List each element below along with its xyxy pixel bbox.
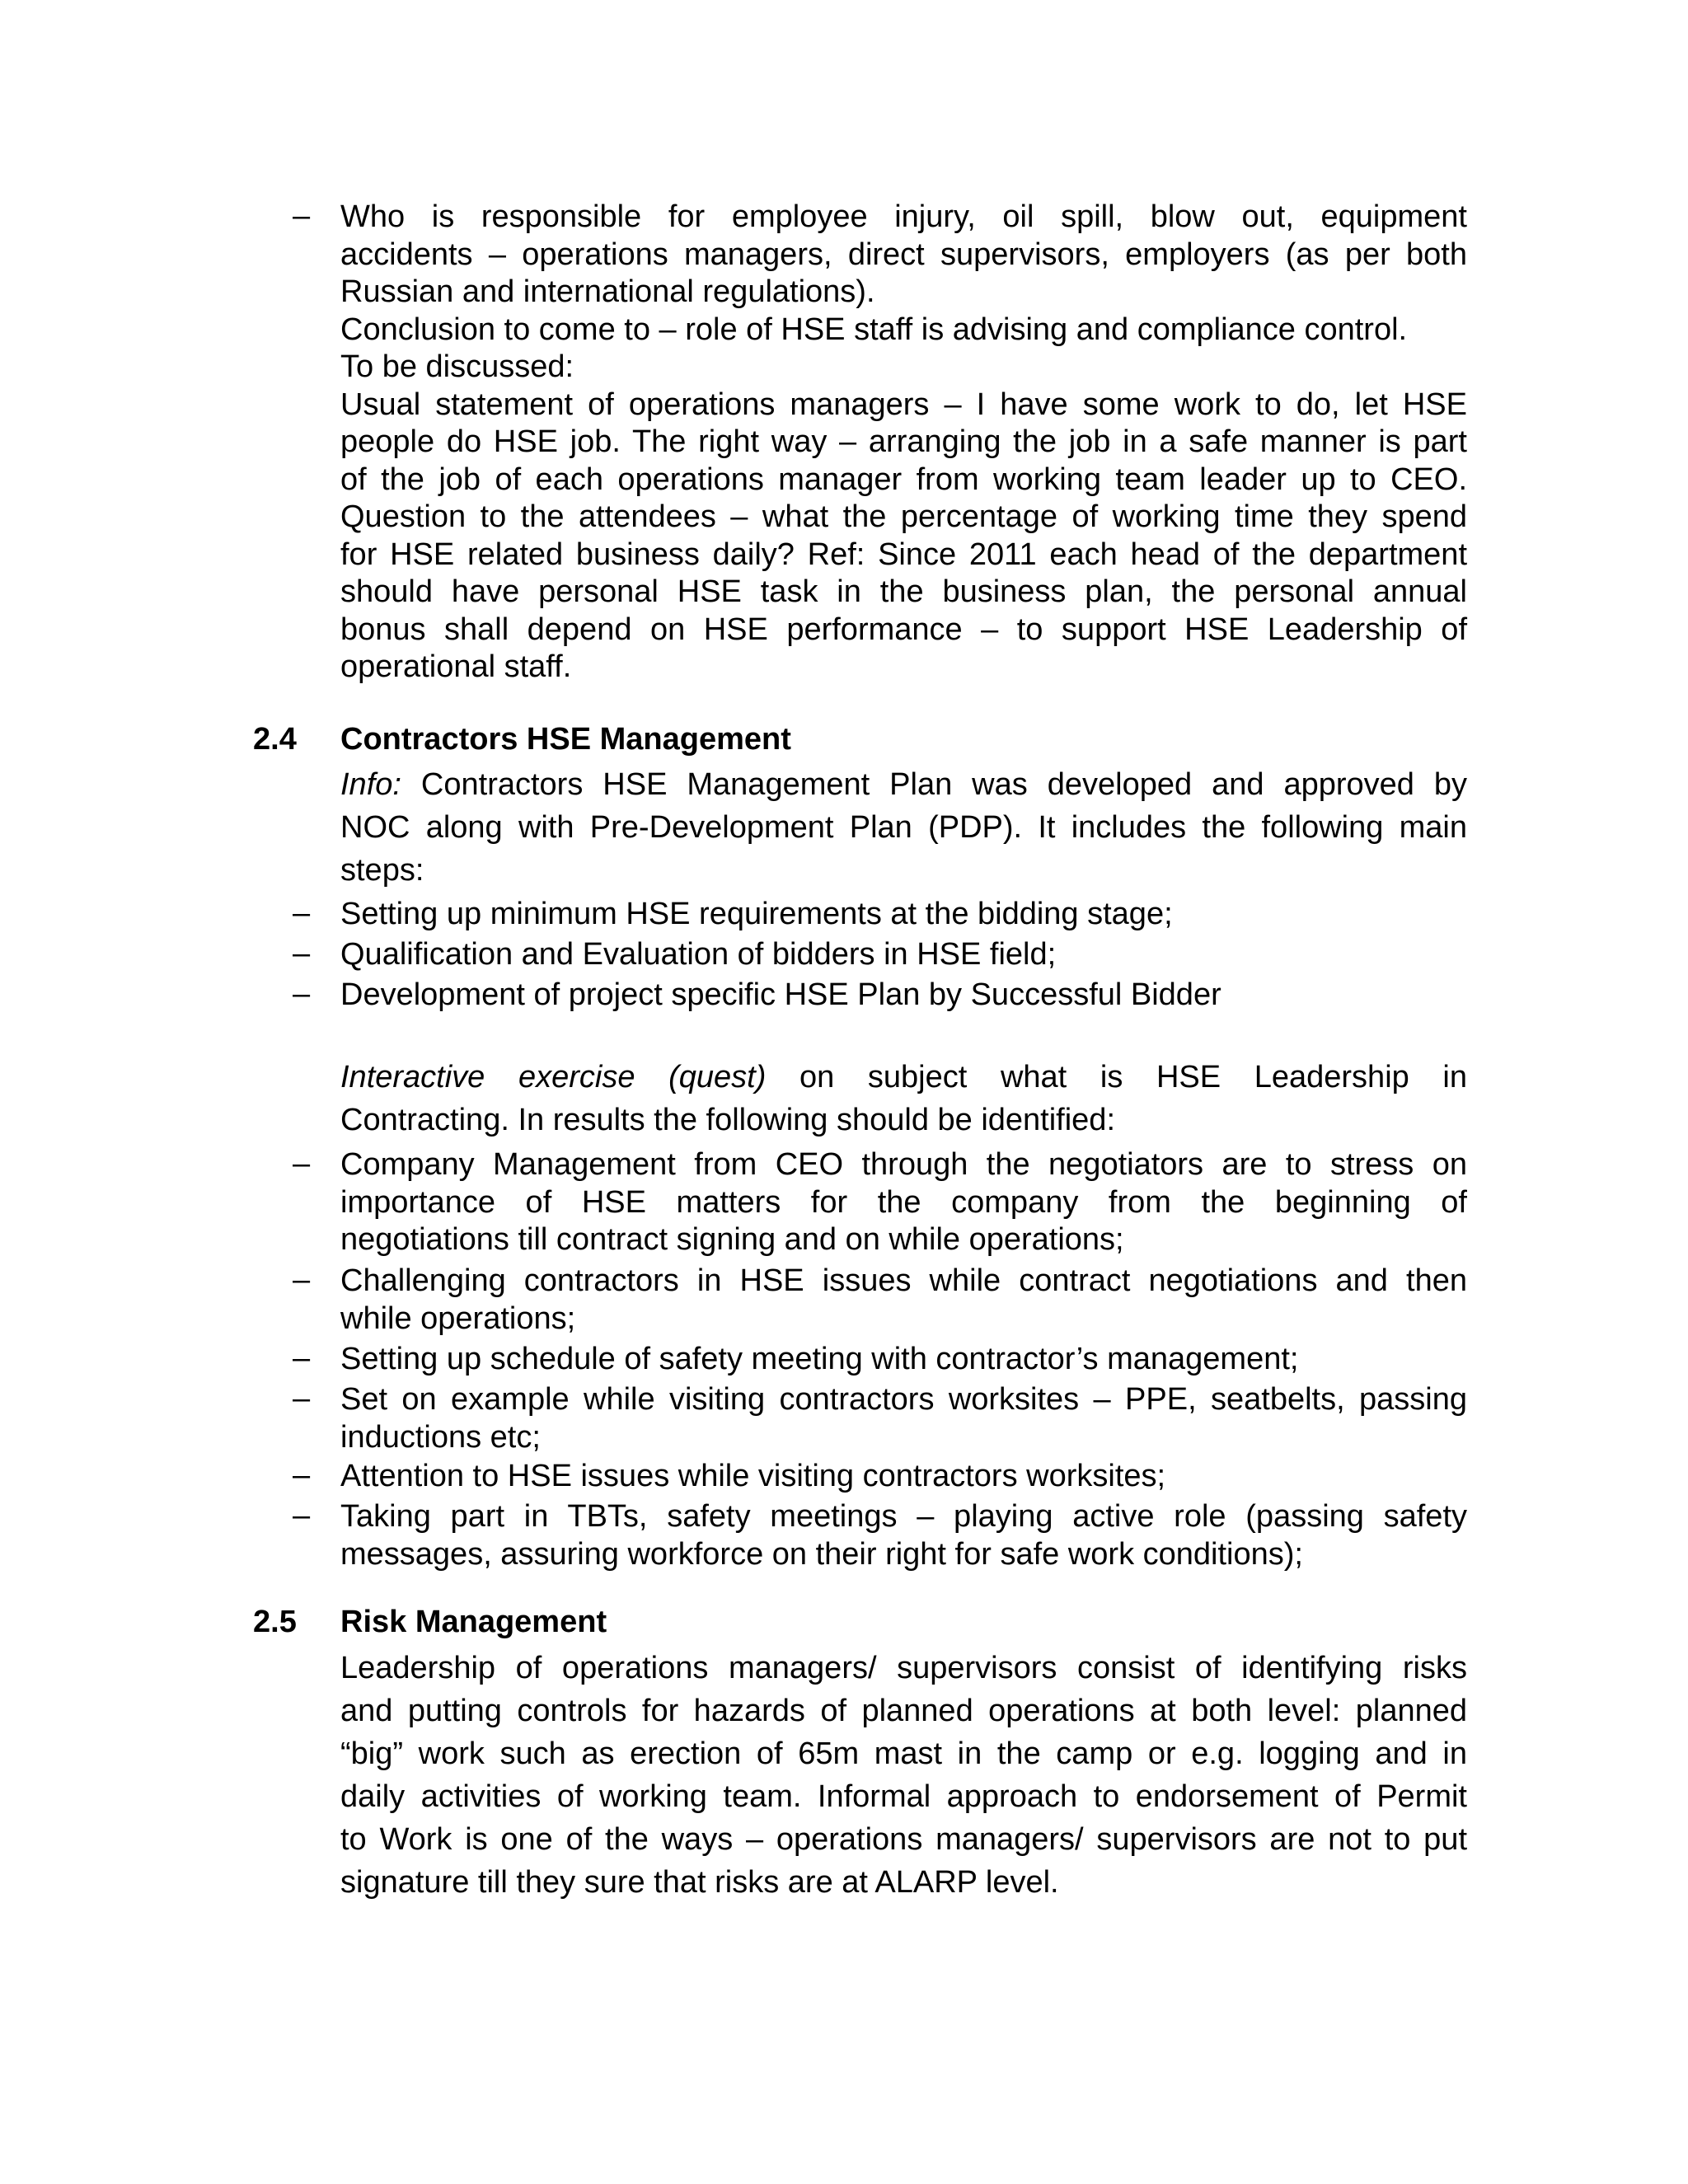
text-line: Company Management from CEO through the negotiators are to stress on <box>340 1147 1467 1182</box>
list-item <box>340 1458 1467 1496</box>
bullet-dash: – <box>293 1381 311 1416</box>
text-line: Contracting. In results the following should be identified: <box>340 1103 1115 1137</box>
text-line: Russian and international regulations). <box>340 274 875 309</box>
text-line: Taking part in TBTs, safety meetings – playing active role (passing safety <box>340 1499 1467 1534</box>
list-item <box>340 1263 1467 1338</box>
text-line: and putting controls for hazards of planned operations at both level: planned <box>340 1694 1467 1728</box>
bullet-dash: – <box>293 977 311 1011</box>
list-item <box>340 896 1467 934</box>
intro-bullet-paragraph <box>340 199 1467 687</box>
info-paragraph <box>340 763 1467 892</box>
exercise-paragraph <box>340 1056 1467 1141</box>
section-number: 2.5 <box>253 1605 297 1639</box>
bullet-dash: – <box>293 896 311 930</box>
bullet-dash: – <box>293 1146 311 1181</box>
conclusion-line: Conclusion to come to – role of HSE staff is advising and compliance control. <box>340 312 1408 347</box>
exercise-text: on subject what is HSE Leadership in <box>766 1060 1467 1094</box>
bullet-dash: – <box>293 1458 311 1493</box>
text-line: Attention to HSE issues while visiting contractors worksites; <box>340 1459 1166 1493</box>
text-line: Usual statement of operations managers – I have some work to do, let HSE <box>340 387 1467 422</box>
list-item <box>340 1381 1467 1456</box>
step-text: Development of project specific HSE Plan by Successful Bidder <box>340 977 1221 1012</box>
text-line: operational staff. <box>340 649 572 684</box>
text-line: importance of HSE matters for the company from the beginning of <box>340 1184 1467 1220</box>
bullet-dash: – <box>293 1263 311 1297</box>
text-line: accidents – operations managers, direct supervisors, employers (as per both <box>340 237 1467 272</box>
text-line: bonus shall depend on HSE performance – to support HSE Leadership of <box>340 612 1467 647</box>
text-line <box>340 763 1467 806</box>
text-line: people do HSE job. The right way – arranging the job in a safe manner is part <box>340 424 1467 459</box>
info-label: Info: <box>340 767 401 802</box>
text-line: Leadership of operations managers/ supervisors consist of identifying risks <box>340 1651 1467 1685</box>
exercise-label: Interactive exercise (quest) <box>340 1060 767 1094</box>
text-line: Who is responsible for employee injury, oil spill, blow out, equipment <box>340 199 1467 234</box>
text-line: Question to the attendees – what the percentage of working time they spend <box>340 499 1467 534</box>
section-title: Contractors HSE Management <box>340 722 791 757</box>
list-item <box>340 1341 1467 1379</box>
bullet-dash: – <box>293 936 311 971</box>
text-line: for HSE related business daily? Ref: Since 2011 each head of the department <box>340 537 1467 572</box>
text-line: “big” work such as erection of 65m mast in the camp or e.g. logging and in <box>340 1736 1467 1771</box>
info-text: Contractors HSE Management Plan was developed and approved by <box>401 767 1467 802</box>
text-line: steps: <box>340 853 424 888</box>
step-text: Qualification and Evaluation of bidders in HSE field; <box>340 937 1057 972</box>
text-line: of the job of each operations manager from working team leader up to CEO. <box>340 462 1467 497</box>
bullet-dash: – <box>293 199 311 233</box>
text-line: inductions etc; <box>340 1419 541 1455</box>
step-text: Setting up minimum HSE requirements at the bidding stage; <box>340 897 1173 931</box>
text-line: messages, assuring workforce on their right for safe work conditions); <box>340 1536 1303 1572</box>
text-line: signature till they sure that risks are at ALARP level. <box>340 1865 1059 1900</box>
text-line: negotiations till contract signing and on while operations; <box>340 1222 1124 1257</box>
list-item <box>340 1146 1467 1259</box>
text-line: should have personal HSE task in the business plan, the personal annual <box>340 574 1467 609</box>
text-line: Set on example while visiting contractors worksites – PPE, seatbelts, passing <box>340 1382 1467 1417</box>
discuss-label: To be discussed: <box>340 349 574 384</box>
bullet-dash: – <box>293 1341 311 1376</box>
list-item <box>340 936 1467 974</box>
section-number: 2.4 <box>253 722 297 757</box>
text-line: Challenging contractors in HSE issues while contract negotiations and then <box>340 1263 1467 1298</box>
section-title: Risk Management <box>340 1605 607 1639</box>
text-line: NOC along with Pre-Development Plan (PDP). It includes the following main <box>340 810 1467 845</box>
list-item <box>340 1498 1467 1573</box>
bullet-dash: – <box>293 1498 311 1533</box>
text-line <box>340 1056 1467 1099</box>
text-line: while operations; <box>340 1301 576 1336</box>
list-item <box>340 977 1467 1015</box>
text-line: to Work is one of the ways – operations managers/ supervisors are not to put <box>340 1822 1467 1857</box>
text-line: daily activities of working team. Informal approach to endorsement of Permit <box>340 1779 1467 1814</box>
text-line: Setting up schedule of safety meeting with contractor’s management; <box>340 1342 1299 1376</box>
risk-paragraph <box>340 1647 1467 1904</box>
